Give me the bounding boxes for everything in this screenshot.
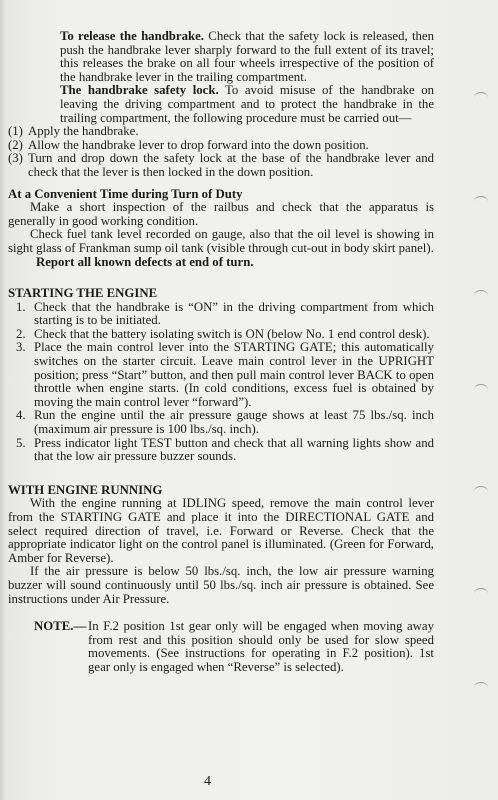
list-item: 1. Check that the handbrake is “ON” in the driving compartment from which starting is to be initiated. bbox=[16, 299, 434, 328]
running-p2: If the air pressure is below 50 lbs./sq. inch, the low air pressure warning buzzer will sound continuously until 50 lbs./sq. inch air pressure is obtained. See instructions under Air Pressure. bbox=[8, 564, 434, 606]
margin-mark bbox=[474, 290, 488, 301]
release-body: Check that the safety lock is released, then push the handbrake lever sharply forward to the full extent of its travel; this releases the brake on all four wheels irrespective of the position of the handbrake lever in the trailing compartment. bbox=[60, 29, 435, 84]
convenient-p1: Make a short inspection of the railbus and check that the apparatus is generally in good working condition. bbox=[8, 200, 434, 228]
starting-heading: STARTING THE ENGINE bbox=[8, 286, 158, 301]
safety-lock-title: The handbrake safety lock. bbox=[60, 83, 219, 98]
list-item: 3. Place the main control lever into the STARTING GATE; this automatically switches on the starter circuit. Leave main control lever in the UPRIGHT position; press “Start” button, and then pull main control lever BACK to open throttle when engine starts. (In cold conditions, excess fuel is obtained by moving the main control lever “forward”). bbox=[16, 340, 434, 409]
list-item: (3) Turn and drop down the safety lock at the base of the handbrake lever and check that the lever is then locked in the down position. bbox=[8, 151, 434, 179]
note-text: In F.2 position 1st gear only will be engaged when moving away from rest and this position should only be used for slow speed movements. (See instructions for operating in F.2 position). 1st gear only is engaged when “Reverse” is selected). bbox=[88, 619, 434, 674]
page-number: 4 bbox=[204, 774, 211, 789]
release-paragraph bbox=[8, 30, 434, 84]
margin-mark bbox=[474, 92, 488, 103]
margin-mark bbox=[474, 196, 488, 207]
running-p1: With the engine running at IDLING speed, remove the main control lever from the STARTING GATE and place it into the DIRECTIONAL GATE and select required direction of travel, i.e. Forward or Reverse. Check that the appropriate indicator light on the control panel is illuminated. (Green for Forward, Amber for Reverse). bbox=[8, 496, 434, 565]
report-defects: Report all known defects at end of turn. bbox=[36, 254, 254, 269]
page-edge-shadow bbox=[0, 0, 6, 800]
running-heading: WITH ENGINE RUNNING bbox=[8, 482, 163, 497]
safety-lock-paragraph bbox=[8, 84, 434, 125]
margin-mark bbox=[474, 486, 488, 497]
note-paragraph bbox=[8, 620, 434, 674]
list-item: 2. Check that the battery isolating switch is ON (below No. 1 end control desk). bbox=[16, 326, 430, 341]
list-item: (2) Allow the handbrake lever to drop forward into the down position. bbox=[8, 137, 369, 152]
starting-list bbox=[8, 301, 434, 464]
margin-mark bbox=[474, 384, 488, 395]
safety-lock-body: To avoid misuse of the handbrake on leaving the driving compartment and to protect the handbrake in the trailing compartment, the following procedure must be carried out— bbox=[60, 83, 434, 125]
page-text bbox=[8, 30, 434, 675]
list-item: 5. Press indicator light TEST button and check that all warning lights show and that the low air pressure buzzer sounds. bbox=[16, 435, 434, 464]
note-label: NOTE.— bbox=[34, 619, 87, 634]
margin-mark bbox=[474, 682, 488, 693]
safety-lock-steps bbox=[8, 125, 434, 179]
convenient-heading: At a Convenient Time during Turn of Duty bbox=[8, 186, 243, 201]
release-title: To release the handbrake. bbox=[60, 29, 205, 43]
margin-mark bbox=[474, 588, 488, 599]
list-item: (1) Apply the handbrake. bbox=[8, 124, 139, 139]
convenient-p2: Check fuel tank level recorded on gauge, also that the oil level is showing in sight glass of Frankman sump oil tank (visible through cut-out in body skirt panel). bbox=[8, 227, 434, 255]
list-item: 4. Run the engine until the air pressure gauge shows at least 75 lbs./sq. inch (maximum air pressure is 100 lbs./sq. inch). bbox=[16, 408, 434, 437]
